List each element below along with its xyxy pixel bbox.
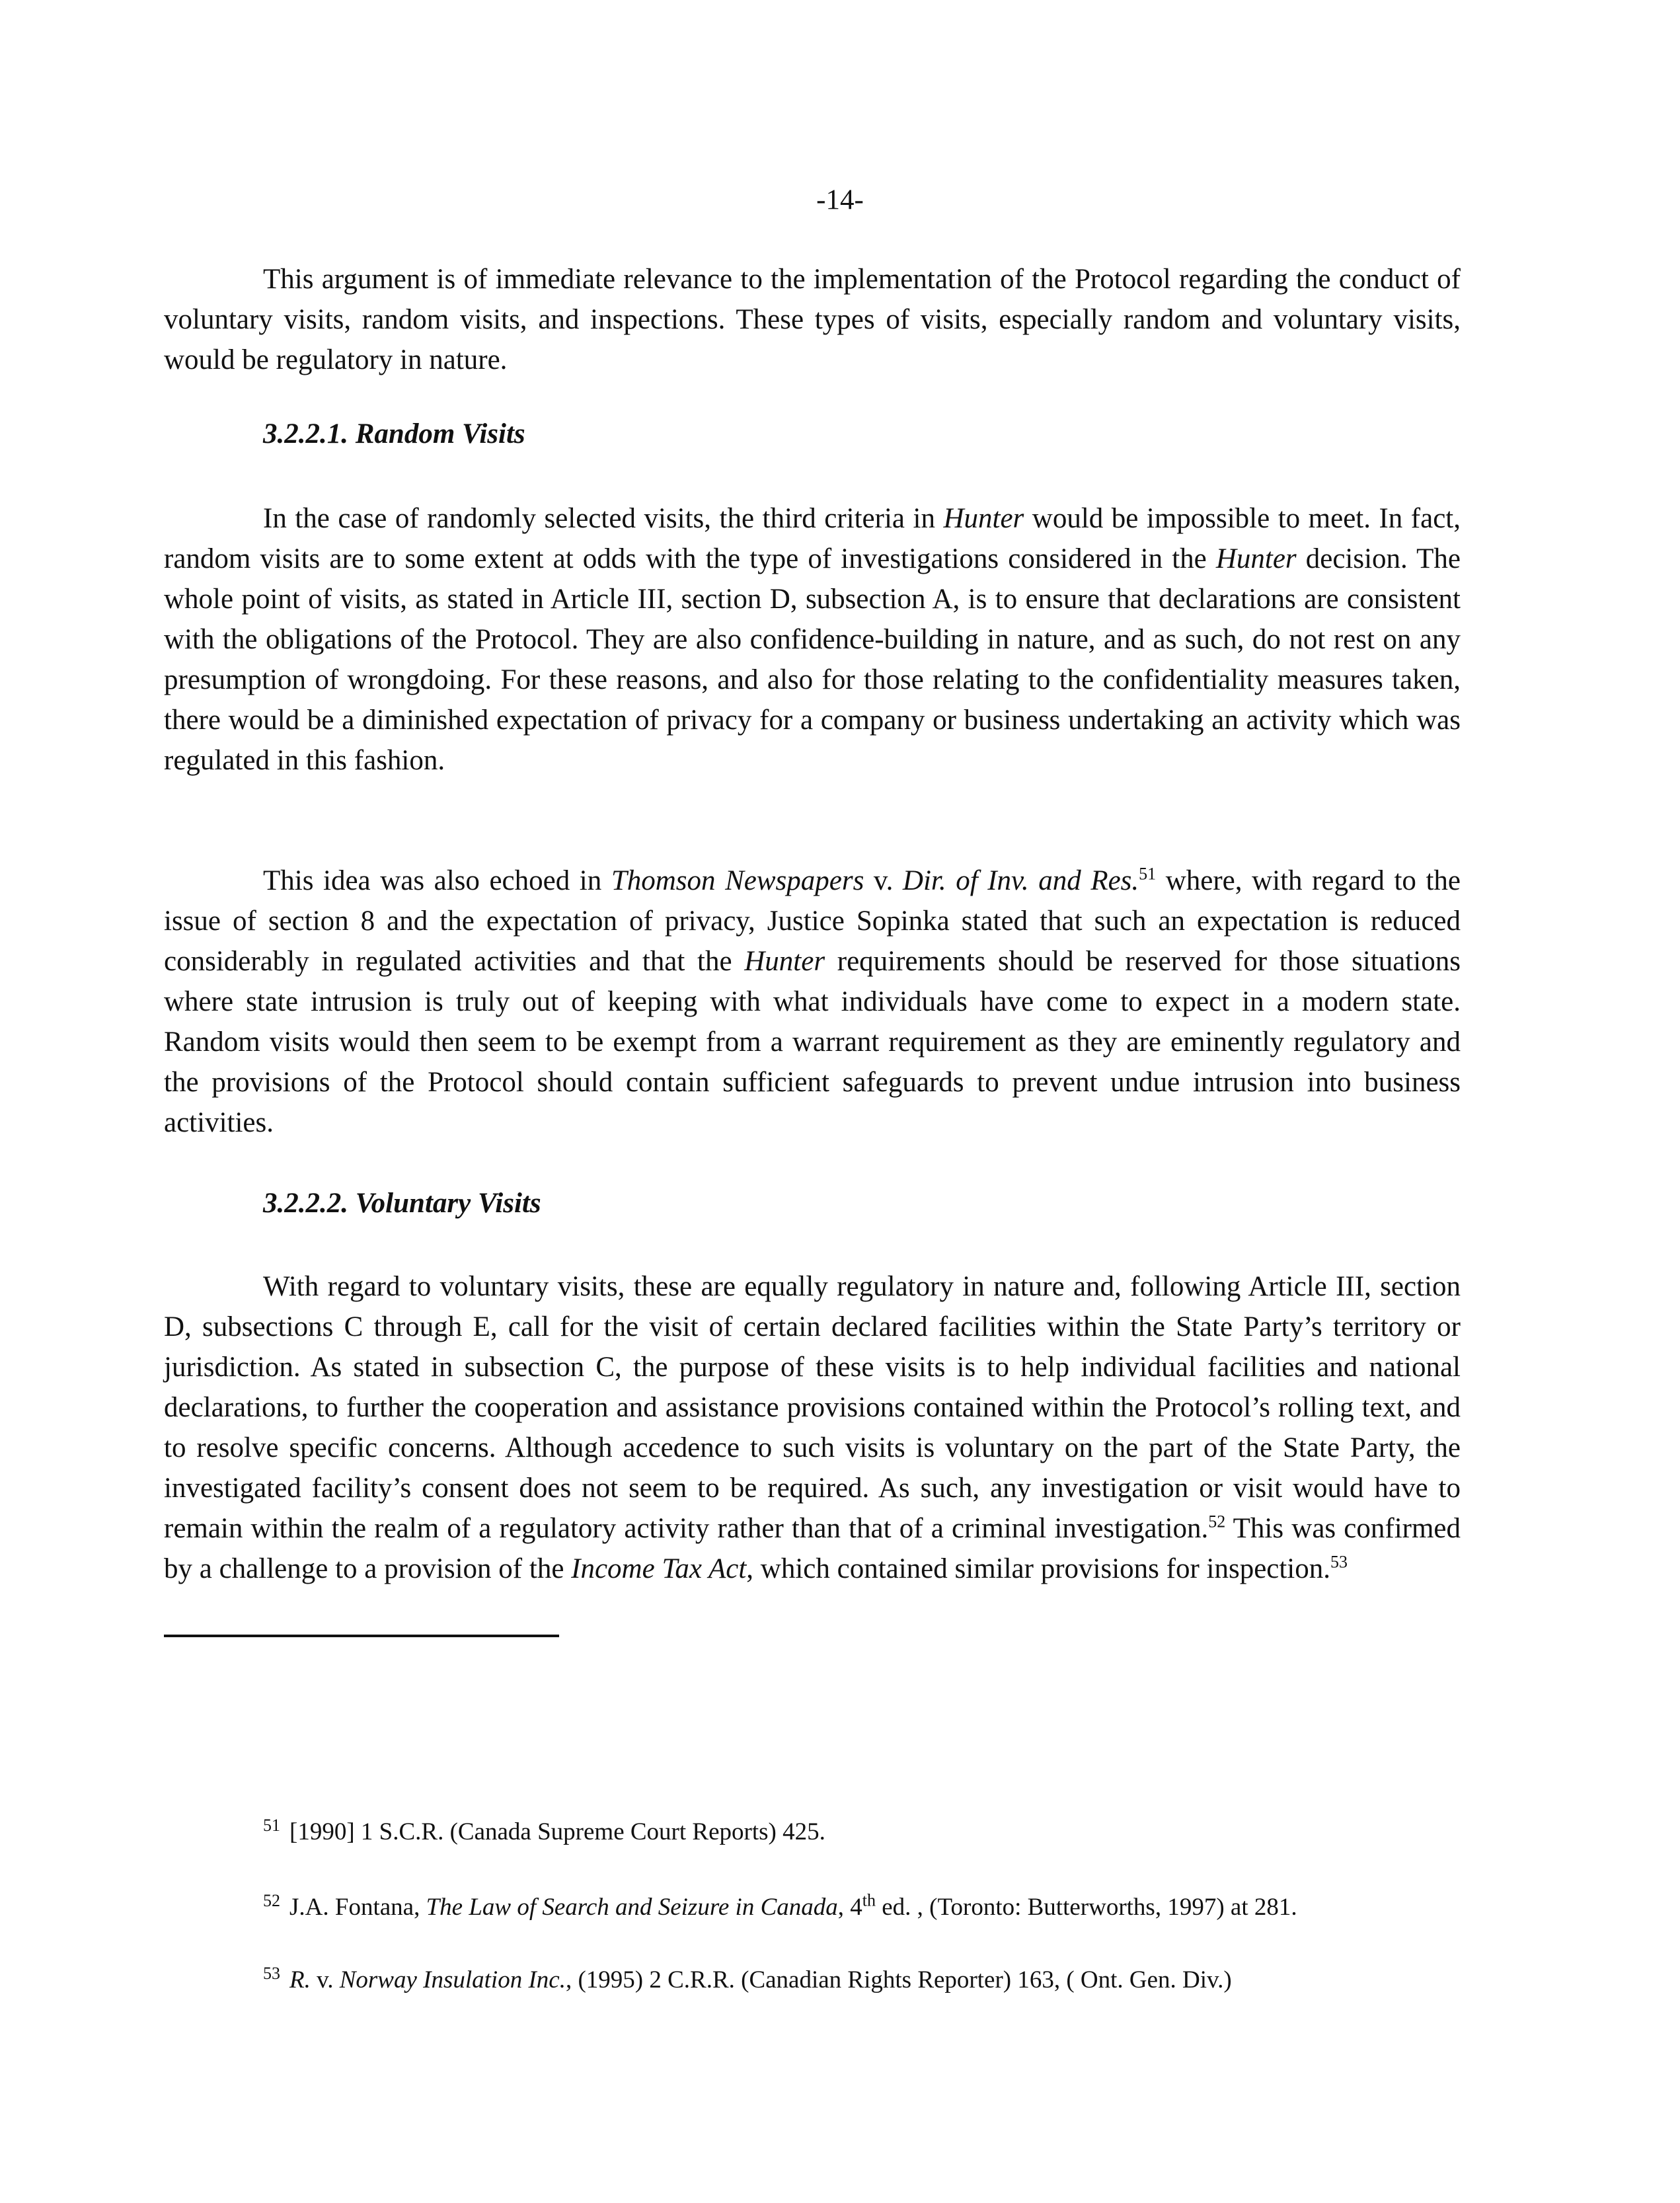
footnote-divider: [164, 1635, 559, 1637]
book-title: The Law of Search and Seizure in Canada: [426, 1894, 838, 1921]
footnote-ref-51: 51: [1139, 864, 1157, 884]
case-name-hunter: Hunter: [1215, 543, 1297, 574]
footnote-ref-53: 53: [1330, 1552, 1348, 1572]
case-name-hunter: Hunter: [744, 946, 825, 977]
paragraph-thomson: This idea was also echoed in Thomson Newspapers v. Dir. of Inv. and Res.$^{51}$ where, with regard to the issue of section 8 and the expectation of privacy, Justice Sopinka stated that such an expectation is reduced considerably in regulated activities and that the Hunter requirements should be reserved for those situations where state intrusion is truly out of keeping with what individuals have come to expect in a modern state. Random visits would then seem to be exempt from a warrant requirement as they are eminently regulatory and the provisions of the Protocol should contain sufficient safeguards to prevent undue intrusion into business activities.: [164, 864, 1461, 1138]
footnote-53: $^{53}$ R. v. Norway Insulation Inc., (1995) 2 C.R.R. (Canadian Rights Reporter) 163, ( Ont. Gen. Div.): [263, 1963, 1232, 1993]
page-number: -14-: [816, 184, 864, 215]
case-name-hunter: Hunter: [943, 503, 1024, 534]
footnote-51: $^{51}$ [1990] 1 S.C.R. (Canada Supreme Court Reports) 425.: [263, 1815, 825, 1845]
footnote-ref-52: 52: [1208, 1512, 1226, 1531]
paragraph-intro: This argument is of immediate relevance to the implementation of the Protocol regarding the conduct of voluntary visits, random visits, and inspections. These types of visits, especially random and voluntary visits, would be regulatory in nature.: [164, 264, 1461, 375]
paragraph-random-visits: In the case of randomly selected visits, the third criteria in Hunter would be impossible to meet. In fact, random visits are to some extent at odds with the type of investigations considered in the Hunter decision. The whole point of visits, as stated in Article III, section D, subsection A, is to ensure that declarations are consistent with the obligations of the Protocol. They are also confidence-building in nature, and as such, do not rest on any presumption of wrongdoing. For these reasons, and also for those relating to the confidentiality measures taken, there would be a diminished expectation of privacy for a company or business undertaking an activity which was regulated in this fashion.: [164, 503, 1461, 776]
paragraph-voluntary-visits: With regard to voluntary visits, these are equally regulatory in nature and, following Article III, section D, subsections C through E, call for the visit of certain declared facilities within the State Party’s territory or jurisdiction. As stated in subsection C, the purpose of these visits is to help individual facilities and national declarations, to further the cooperation and assistance provisions contained within the Protocol’s rolling text, and to resolve specific concerns. Although accedence to such visits is voluntary on the part of the State Party, the investigated facility’s consent does not seem to be required. As such, any investigation or visit would have to remain within the realm of a regulatory activity rather than that of a criminal investigation.$^{52}$ This was confirmed by a challenge to a provision of the Income Tax Act, which contained similar provisions for inspection.$^{53}$: [164, 1271, 1461, 1584]
case-name-norway: Norway Insulation Inc.: [339, 1966, 566, 1993]
case-name-thomson: Thomson Newspapers: [611, 865, 864, 896]
footnote-52: $^{52}$ J.A. Fontana, The Law of Search and Seizure in Canada, 4th ed. , (Toronto: Butterworths, 1997) at 281.: [263, 1890, 1297, 1921]
heading-random-visits: 3.2.2.1. Random Visits: [263, 418, 525, 449]
heading-voluntary-visits: 3.2.2.2. Voluntary Visits: [263, 1188, 541, 1219]
case-name-dir-inv: Dir. of Inv. and Res.: [902, 865, 1139, 896]
statute-name: Income Tax Act: [571, 1553, 747, 1584]
